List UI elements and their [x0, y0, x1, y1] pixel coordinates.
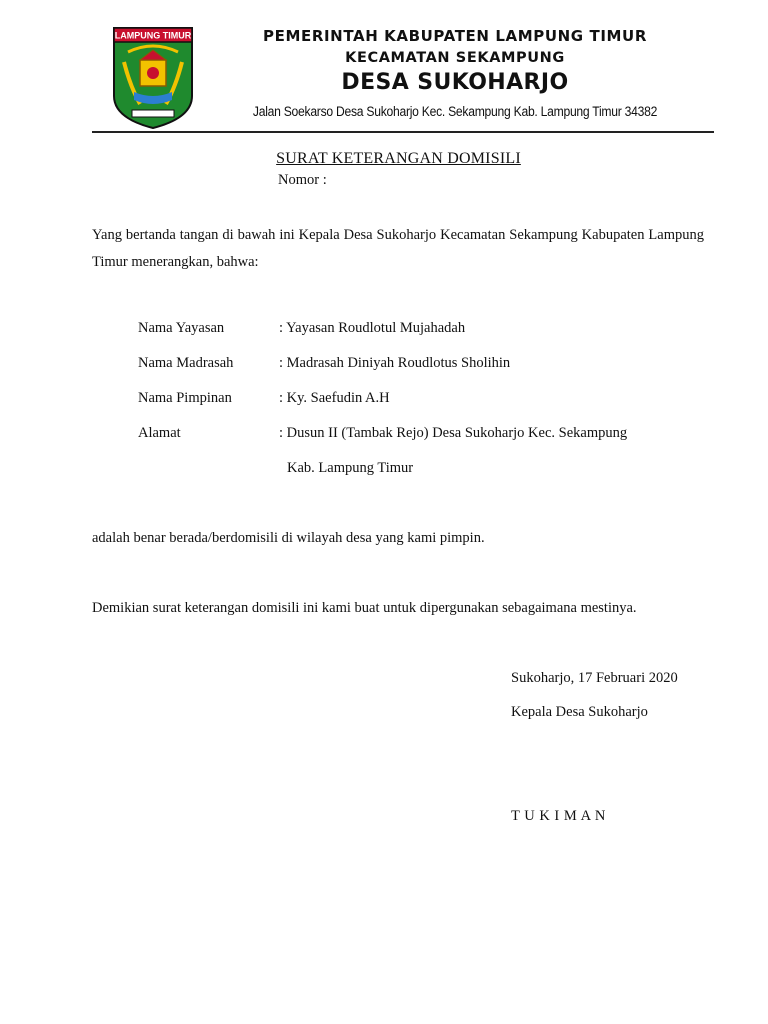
- letter-title: [0, 150, 768, 168]
- signatory-name: T U K I M A N: [511, 808, 606, 824]
- government-name: PEMERINTAH KABUPATEN LAMPUNG TIMUR: [263, 27, 647, 45]
- letter-title-text: SURAT KETERANGAN DOMISILI: [276, 150, 521, 167]
- field-label-alamat: Alamat: [138, 425, 181, 441]
- field-label-madrasah: Nama Madrasah: [138, 355, 234, 371]
- header-divider: [92, 131, 714, 133]
- village-name: DESA SUKOHARJO: [341, 70, 569, 95]
- office-address: Jalan Soekarso Desa Sukoharjo Kec. Sekampung Kab. Lampung Timur 34382: [252, 104, 658, 119]
- field-value-yayasan: : Yayasan Roudlotul Mujahadah: [279, 320, 466, 336]
- domicile-statement: adalah benar berada/berdomisili di wilayah desa yang kami pimpin.: [92, 530, 485, 546]
- letter-number: Nomor :: [278, 172, 327, 188]
- district-name: KECAMATAN SEKAMPUNG: [345, 50, 565, 66]
- place-and-date: Sukoharjo, 17 Februari 2020: [511, 670, 678, 686]
- intro-paragraph: Yang bertanda tangan di bawah ini Kepala Desa Sukoharjo Kecamatan Sekampung Kabupaten Lampung Timur menerangkan, bahwa:: [92, 227, 704, 270]
- field-value-alamat: : Dusun II (Tambak Rejo) Desa Sukoharjo Kec. Sekampung: [279, 425, 628, 441]
- field-label-yayasan: Nama Yayasan: [138, 320, 225, 336]
- field-value-madrasah: : Madrasah Diniyah Roudlotus Sholihin: [279, 355, 511, 371]
- svg-text:LAMPUNG TIMUR: LAMPUNG TIMUR: [114, 30, 192, 41]
- field-value-pimpinan: : Ky. Saefudin A.H: [279, 390, 390, 406]
- field-label-pimpinan: Nama Pimpinan: [138, 390, 232, 406]
- regency-logo: [110, 26, 196, 130]
- address-continuation: Kab. Lampung Timur: [287, 460, 414, 476]
- closing-statement: Demikian surat keterangan domisili ini kami buat untuk dipergunakan sebagaimana mestinya.: [92, 600, 637, 616]
- signatory-position: Kepala Desa Sukoharjo: [511, 704, 648, 720]
